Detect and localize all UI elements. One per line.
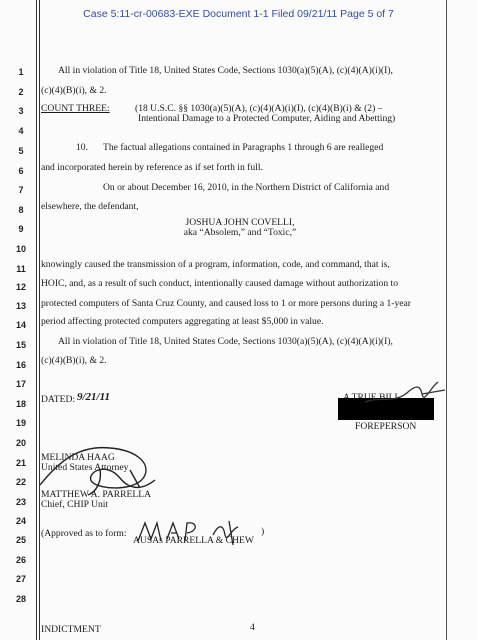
line-number: 9 <box>18 224 24 234</box>
approved-close-paren: ) <box>261 526 265 537</box>
line-number: 13 <box>15 301 26 311</box>
body-line-1: All in violation of Title 18, United States Code, Sections 1030(a)(5)(A), (c)(4)(A)(i)(I), <box>58 65 393 76</box>
attorney-title: United States Attorney <box>41 462 129 473</box>
defendant-name: JOSHUA JOHN COVELLI, <box>185 217 295 228</box>
paragraph-text: The factual allegations contained in Paragraphs 1 through 6 are realleged <box>103 142 384 153</box>
line-number: 24 <box>15 516 26 526</box>
footer-title: INDICTMENT <box>41 624 101 635</box>
chief-title: Chief, CHIP Unit <box>41 499 109 510</box>
body-line-12: HOIC, and, as a result of such conduct, intentionally caused damage without authorization to <box>41 278 399 289</box>
line-number: 28 <box>15 594 26 604</box>
line-number: 23 <box>15 497 26 507</box>
body-line-11: knowingly caused the transmission of a program, information, code, and command, that is, <box>41 259 390 270</box>
paragraph-number: 10. <box>76 142 88 153</box>
count-label: COUNT THREE: <box>41 103 110 114</box>
foreperson-label: FOREPERSON <box>355 421 417 432</box>
attorney-name: MELINDA HAAG <box>41 452 115 463</box>
line-number: 19 <box>15 418 26 428</box>
approved-as-to-form: (Approved as to form: <box>41 528 127 539</box>
line-number: 1 <box>18 67 24 77</box>
line-number: 12 <box>15 282 26 292</box>
line-number: 27 <box>15 574 26 584</box>
line-number: 16 <box>15 360 26 370</box>
body-line-2: (c)(4)(B)(i), & 2. <box>41 85 107 96</box>
foreperson-signature <box>360 378 450 408</box>
body-line-13: protected computers of Santa Cruz County, and caused loss to 1 or more persons during a 1-year <box>41 298 411 309</box>
dated-label: DATED: <box>41 394 76 405</box>
date-location-line: On or about December 16, 2010, in the Northern District of California and <box>103 182 390 193</box>
line-number: 10 <box>15 244 26 254</box>
count-description-2: Intentional Damage to a Protected Computer, Aiding and Abetting) <box>138 113 396 124</box>
left-margin-rule-outer <box>36 0 37 640</box>
line-number: 22 <box>15 477 26 487</box>
body-line-16: (c)(4)(B)(i), & 2. <box>41 355 107 366</box>
line-number: 17 <box>15 379 26 389</box>
body-line-15: All in violation of Title 18, United States Code, Sections 1030(a)(5)(A), (c)(4)(A)(i)(I), <box>58 336 393 347</box>
line-number: 21 <box>15 458 26 468</box>
line-number: 7 <box>18 185 24 195</box>
dated-handwritten: 9/21/11 <box>77 391 111 403</box>
line-number: 18 <box>15 399 26 409</box>
line-number: 3 <box>18 106 24 116</box>
defendant-aliases: aka “Absolem,” and “Toxic,” <box>183 227 297 238</box>
line-number: 14 <box>15 320 26 330</box>
paragraph-continuation: and incorporated herein by reference as if set forth in full. <box>41 162 263 173</box>
line-number: 26 <box>15 555 26 565</box>
footer-page-number: 4 <box>250 622 255 633</box>
line-number: 6 <box>18 166 24 176</box>
ausas-names: AUSAs PARRELLA & CHEW <box>133 535 254 546</box>
line-number: 2 <box>18 87 24 97</box>
line-number: 5 <box>18 146 24 156</box>
line-number: 8 <box>18 205 24 215</box>
line-number: 4 <box>18 126 24 136</box>
chief-name: MATTHEW A. PARRELLA <box>41 489 152 500</box>
body-line-14: period affecting protected computers aggregating at least $5,000 in value. <box>41 316 324 327</box>
elsewhere-line: elsewhere, the defendant, <box>41 201 139 212</box>
count-description-1: (18 U.S.C. §§ 1030(a)(5)(A), (c)(4)(A)(i)(I), (c)(4)(B)(i) & (2) – <box>135 103 383 114</box>
line-number: 15 <box>15 340 26 350</box>
right-margin-rule <box>446 0 447 640</box>
line-number: 11 <box>16 264 26 274</box>
line-number: 25 <box>15 535 26 545</box>
case-header: Case 5:11-cr-00683-EXE Document 1-1 Filed 09/21/11 Page 5 of 7 <box>83 8 394 20</box>
line-number: 20 <box>15 438 26 448</box>
